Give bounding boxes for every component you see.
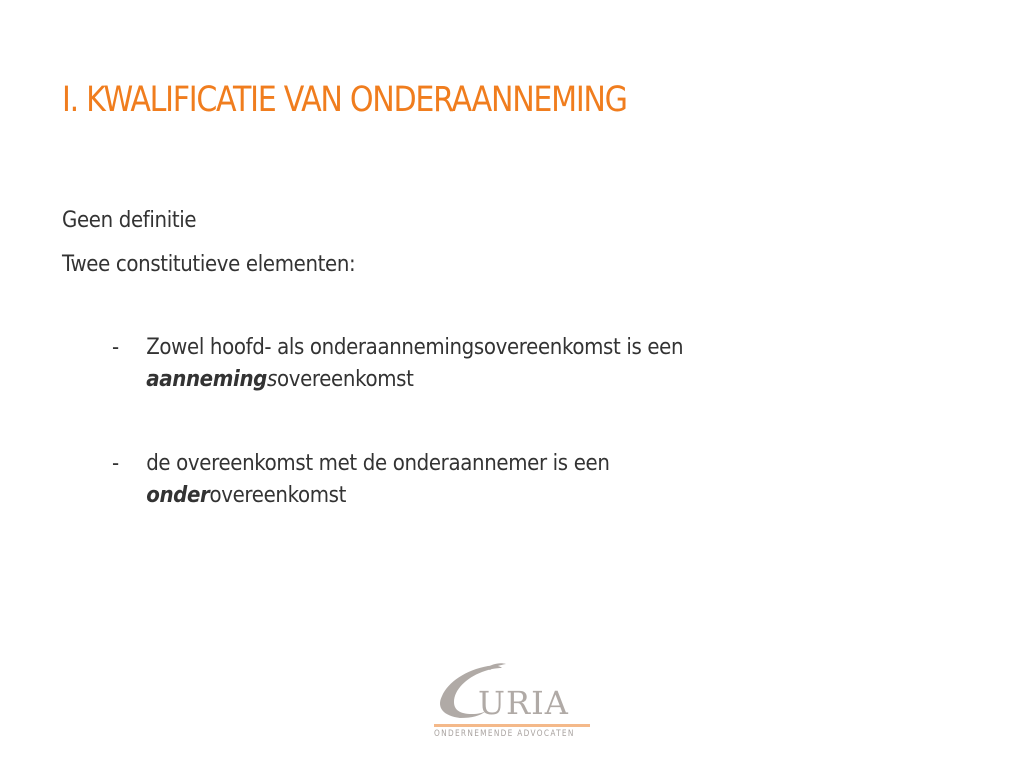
bullet-dash: - [112,451,119,476]
bullet-text [146,332,683,396]
logo-tagline: ONDERNEMENDE ADVOCATEN [434,729,575,739]
bullet-text-line2 [146,480,609,512]
body-line-constitutive-elements: Twee constitutieve elementen: [62,252,356,277]
bullet-text-line1: Zowel hoofd- als onderaannemingsovereenkomst is een [146,335,684,360]
bullet-text [146,448,609,512]
body-line-no-definition: Geen definitie [62,208,197,233]
bullet-rest: overeenkomst [276,367,414,392]
bullet-text-line2 [146,364,683,396]
logo-word: URIA [478,684,569,722]
logo-swoosh-tail [486,663,506,670]
bullet-text-line1: de overeenkomst met de onderaannemer is een [146,451,610,476]
bullet-emphasis: aanneming [146,367,267,392]
bullet-dash: - [112,335,119,360]
bullet-emphasis-suffix: s [266,367,277,392]
bullet-emphasis: onder [146,483,210,508]
bullet-rest: overeenkomst [209,483,347,508]
slide-title: I. KWALIFICATIE VAN ONDERAANNEMING [62,80,627,120]
logo-underline [434,724,590,727]
